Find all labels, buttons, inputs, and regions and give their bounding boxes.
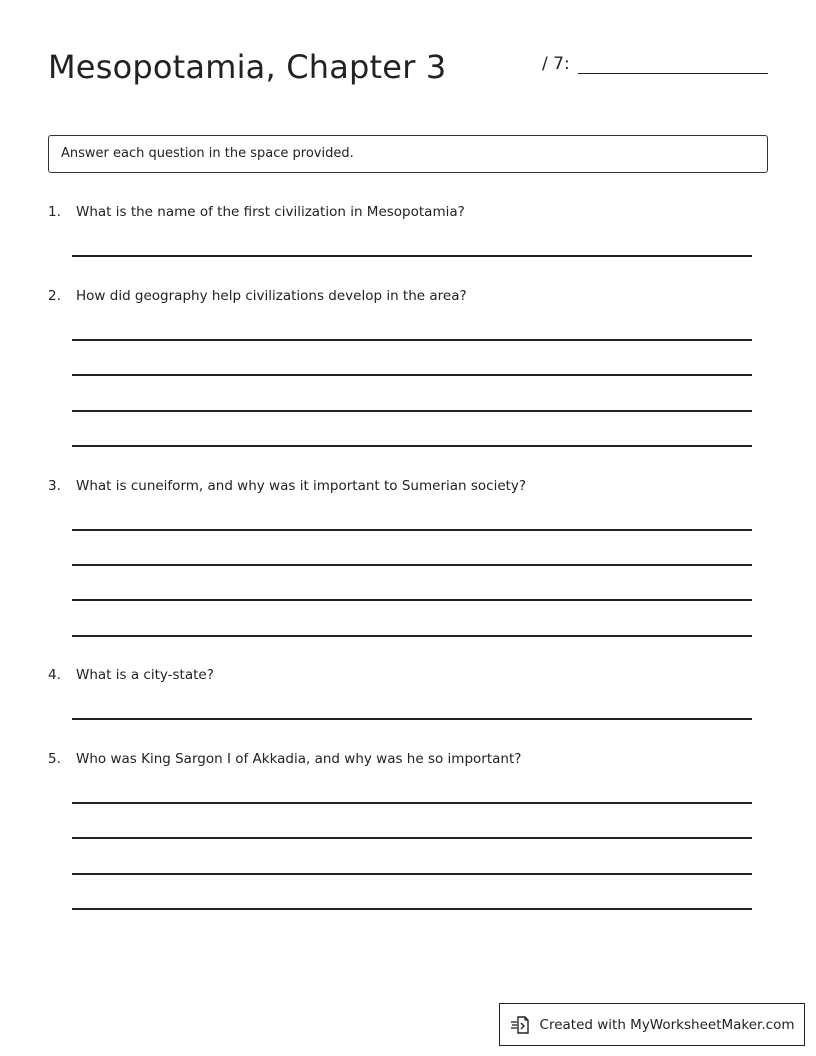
instructions-box <box>48 135 768 173</box>
question-5 <box>48 751 768 767</box>
answer-line[interactable] <box>72 599 752 601</box>
footer-text: Created with MyWorksheetMaker.com <box>539 1016 795 1033</box>
answer-line[interactable] <box>72 529 752 531</box>
question-2 <box>48 288 768 304</box>
question-text: Who was King Sargon I of Akkadia, and why was he so important? <box>76 751 522 767</box>
answer-line[interactable] <box>72 339 752 341</box>
question-3 <box>48 478 768 494</box>
score-field <box>542 53 768 74</box>
question-4 <box>48 667 768 683</box>
score-label: / 7: <box>542 54 570 74</box>
question-number: 1. <box>48 204 61 220</box>
answer-line[interactable] <box>72 837 752 839</box>
worksheet-maker-logo-icon <box>510 1014 532 1036</box>
question-number: 5. <box>48 751 61 767</box>
question-text: What is a city-state? <box>76 667 214 683</box>
answer-line[interactable] <box>72 374 752 376</box>
question-number: 4. <box>48 667 61 683</box>
answer-line[interactable] <box>72 445 752 447</box>
question-number: 3. <box>48 478 61 494</box>
answer-line[interactable] <box>72 908 752 910</box>
question-number: 2. <box>48 288 61 304</box>
question-text: What is cuneiform, and why was it important to Sumerian society? <box>76 478 527 494</box>
answer-line[interactable] <box>72 410 752 412</box>
answer-line[interactable] <box>72 255 752 257</box>
question-text: How did geography help civilizations develop in the area? <box>76 288 467 304</box>
answer-line[interactable] <box>72 802 752 804</box>
question-1 <box>48 204 768 220</box>
question-text: What is the name of the first civilization in Mesopotamia? <box>76 204 465 220</box>
answer-line[interactable] <box>72 873 752 875</box>
score-input-line[interactable] <box>578 53 768 74</box>
page-title: Mesopotamia, Chapter 3 <box>48 48 447 86</box>
footer-credit[interactable] <box>499 1003 805 1046</box>
answer-line[interactable] <box>72 718 752 720</box>
answer-line[interactable] <box>72 564 752 566</box>
instructions-text: Answer each question in the space provided. <box>61 146 354 161</box>
answer-line[interactable] <box>72 635 752 637</box>
